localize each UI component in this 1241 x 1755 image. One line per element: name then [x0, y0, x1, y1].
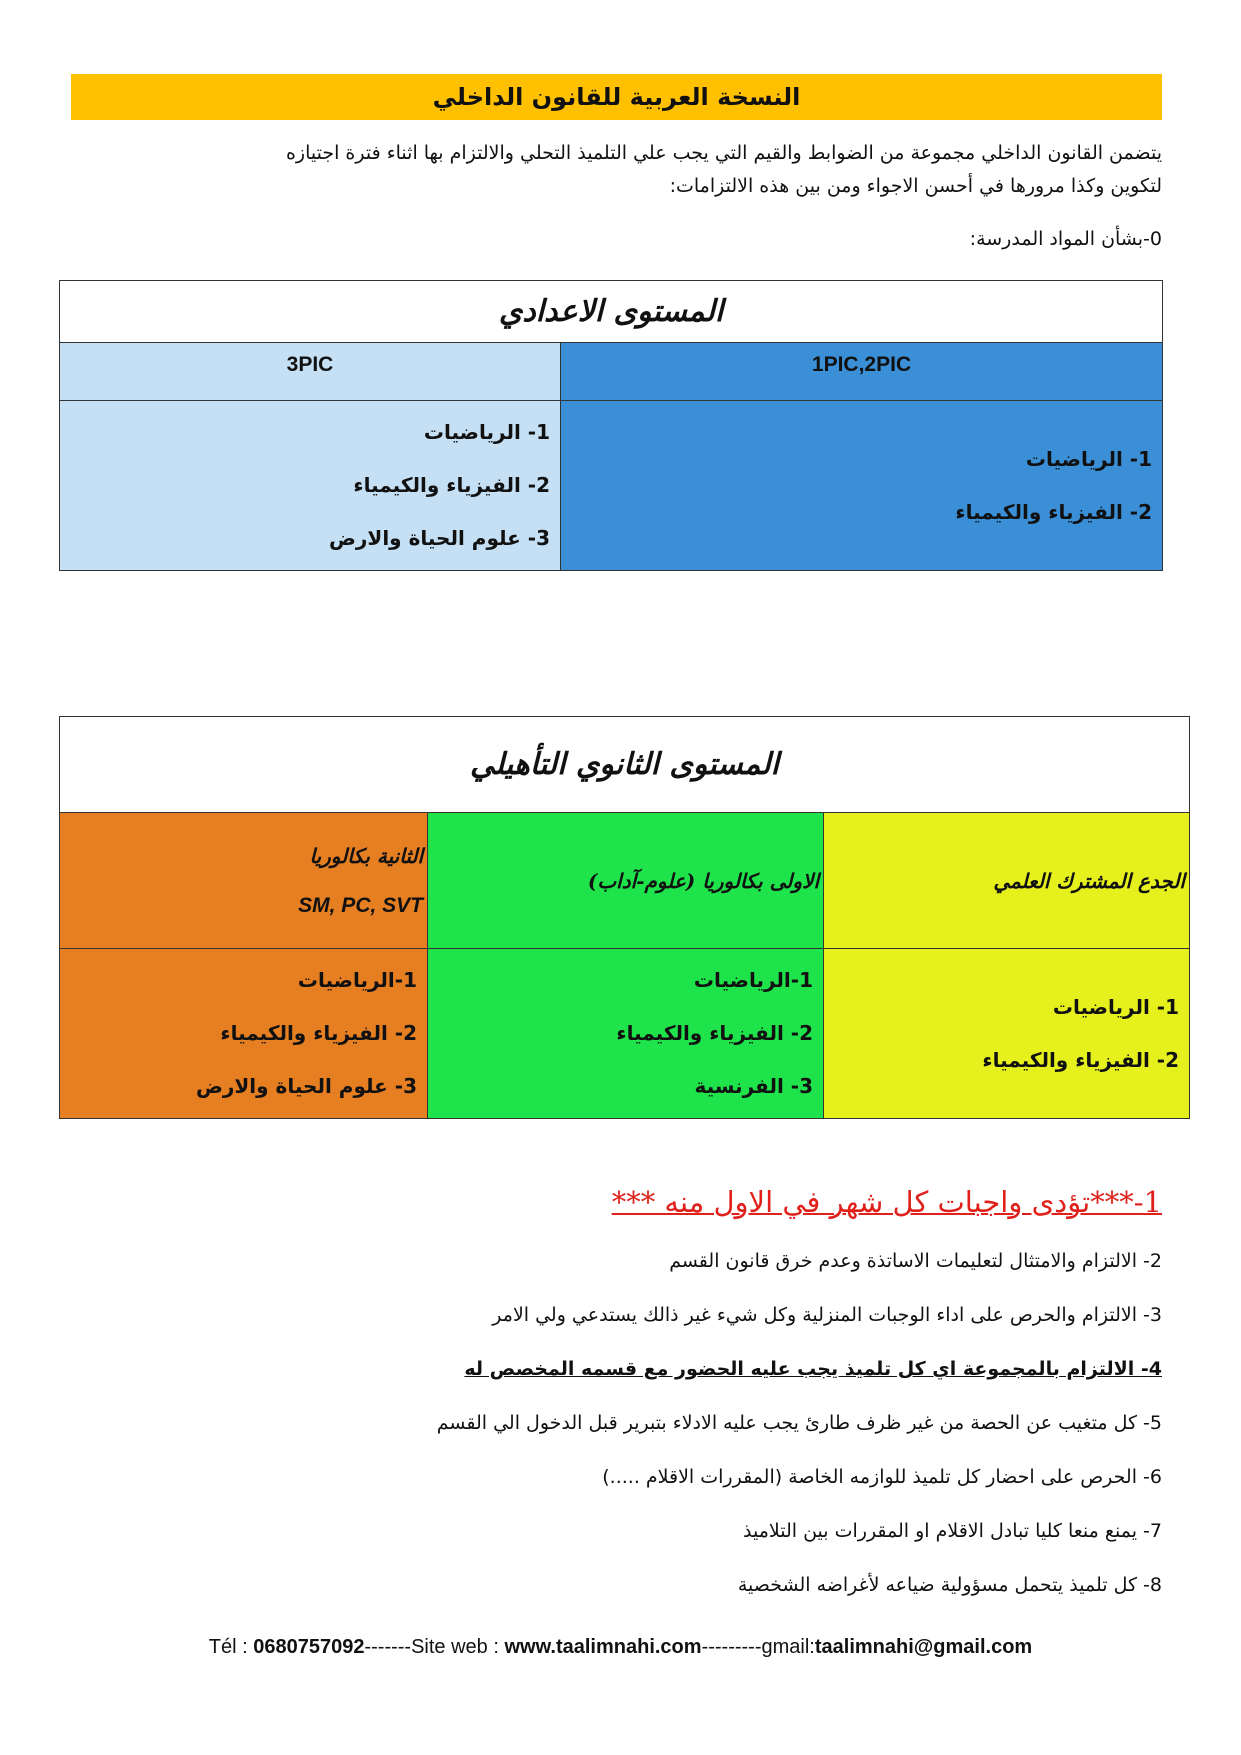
column-header-3pic: 3PIC — [60, 343, 561, 401]
document-title-text: النسخة العربية للقانون الداخلي — [432, 83, 801, 111]
stream-options: SM, PC, SVT — [298, 893, 423, 917]
rule-item-3: 3- الالتزام والحرص على اداء الوجبات المنزلية وكل شيء غير ذالك يستدعي ولي الامر — [492, 1304, 1162, 1326]
subjects-cell-second-bac — [60, 949, 428, 1119]
footer-site: www.taalimnahi.com — [504, 1636, 702, 1658]
rule-item-2: 2- الالتزام والامتثال لتعليمات الاساتذة وعدم خرق قانون القسم — [669, 1250, 1162, 1272]
footer-tel-label: Tél : — [208, 1636, 254, 1658]
subject-item: 2- الفيزياء والكيمياء — [220, 1021, 417, 1045]
subject-item: 2- الفيزياء والكيمياء — [982, 1047, 1179, 1072]
subject-item: 2- الفيزياء والكيمياء — [616, 1021, 813, 1045]
high-school-table — [59, 716, 1190, 1119]
footer-tel: 0680757092 — [253, 1636, 365, 1658]
rule-item-1: 1-***تؤدى واجبات كل شهر في الاول منه *** — [611, 1185, 1162, 1219]
column-header-1pic-2pic: 1PIC,2PIC — [561, 343, 1163, 401]
rule-item-4: 4- الالتزام بالمجموعة اي كل تلميذ يجب عليه الحضور مع قسمه المخصص له — [464, 1358, 1162, 1380]
rule-item-7: 7- يمنع منعا كليا تبادل الاقلام او المقررات بين التلاميذ — [743, 1520, 1162, 1542]
rule-item-6: 6- الحرص على احضار كل تلميذ للوازمه الخاصة (المقررات الاقلام .....) — [602, 1466, 1162, 1488]
subject-item: 3- علوم الحياة والارض — [196, 1074, 417, 1098]
rules-list — [360, 1170, 1162, 1612]
subject-item: 1- الرياضيات — [1025, 446, 1153, 471]
subjects-cell-3pic — [60, 401, 561, 571]
footer-email: taalimnahi@gmail.com — [814, 1636, 1033, 1658]
subjects-cell-common-core — [824, 949, 1190, 1119]
column-header-common-core — [824, 813, 1190, 949]
intro-line-2: لتكوين وكذا مرورها في أحسن الاجواء ومن بين هذه الالتزامات: — [669, 175, 1162, 197]
intro-line-1: يتضمن القانون الداخلي مجموعة من الضوابط والقيم التي يجب علي التلميذ التحلي والالتزام بها اثناء فترة اجتيازه — [285, 142, 1162, 164]
subject-item: 1- الرياضيات — [423, 420, 551, 444]
stream-label: الثانية بكالوريا — [309, 843, 423, 868]
subjects-cell-first-bac — [428, 949, 824, 1119]
middle-school-title: المستوى الاعدادي — [60, 281, 1163, 343]
subject-item: 1- الرياضيات — [1052, 994, 1179, 1019]
subject-item: 2- الفيزياء والكيمياء — [353, 473, 551, 497]
stream-label: الاولى بكالوريا (علوم-آداب) — [587, 868, 819, 893]
high-school-title: المستوى الثانوي التأهيلي — [60, 717, 1190, 813]
rule-item-8: 8- كل تلميذ يتحمل مسؤولية ضياعه لأغراضه الشخصية — [737, 1574, 1162, 1596]
subjects-cell-1pic-2pic — [561, 401, 1163, 571]
subject-item: 1-الرياضيات — [297, 968, 417, 992]
column-header-second-bac — [60, 813, 428, 949]
rule-item-5: 5- كل متغيب عن الحصة من غير ظرف طارئ يجب عليه الادلاء بتبرير قبل الدخول الي القسم — [436, 1412, 1162, 1434]
subject-item: 1-الرياضيات — [693, 968, 813, 992]
middle-school-table — [59, 280, 1163, 571]
intro-paragraph — [110, 137, 1162, 203]
footer-separator: -------Site web : — [364, 1636, 505, 1658]
stream-label: الجدع المشترك العلمي — [993, 868, 1185, 893]
footer-contact — [0, 1636, 1241, 1659]
subject-item: 3- الفرنسية — [694, 1074, 813, 1098]
subjects-heading: 0-بشأن المواد المدرسة: — [969, 228, 1162, 250]
subject-item: 3- علوم الحياة والارض — [329, 526, 551, 550]
column-header-first-bac — [428, 813, 824, 949]
footer-separator: ---------gmail: — [701, 1636, 815, 1658]
document-title — [71, 74, 1162, 120]
subject-item: 2- الفيزياء والكيمياء — [955, 499, 1153, 524]
